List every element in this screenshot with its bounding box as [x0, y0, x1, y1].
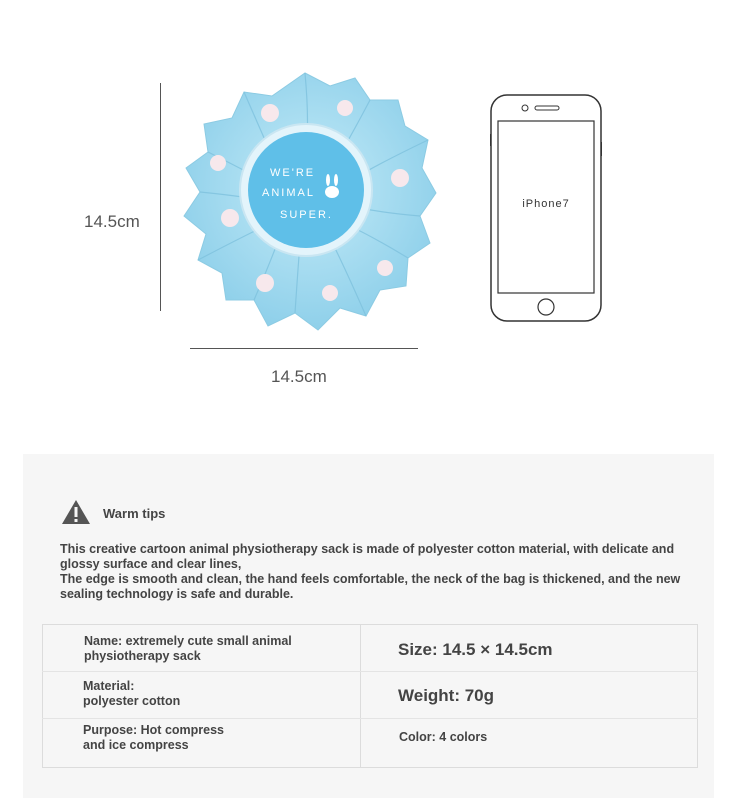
phone-model-label: iPhone7 — [522, 198, 570, 210]
tips-paragraph-2: The edge is smooth and clean, the hand feels comfortable, the neck of the bag is thickened, and the new sealing technology is safe and durable. — [60, 572, 681, 601]
width-dimension-label: 14.5cm — [271, 367, 327, 386]
height-dimension-label: 14.5cm — [84, 212, 140, 231]
cap-text-line2: ANIMAL — [262, 187, 315, 199]
spec-size: Size: 14.5 × 14.5cm — [398, 640, 553, 659]
spec-weight: Weight: 70g — [398, 686, 495, 705]
cap-text-line3: SUPER. — [280, 209, 333, 221]
spec-material: Material: polyester cotton — [83, 679, 181, 708]
iphone-outline-image — [490, 94, 602, 322]
height-dimension-line — [160, 83, 161, 311]
tips-description — [60, 542, 700, 602]
tips-title: Warm tips — [103, 506, 166, 521]
spec-name: Name: extremely cute small animal physiotherapy sack — [84, 634, 292, 663]
spec-table-divider — [360, 624, 361, 768]
spec-color: Color: 4 colors — [399, 730, 488, 744]
cap-text-line1: WE'RE — [270, 167, 316, 179]
tips-paragraph-1: This creative cartoon animal physiotherapy sack is made of polyester cotton material, with delicate and glossy surface and clear lines, — [60, 542, 675, 571]
spec-purpose: Purpose: Hot compress and ice compress — [83, 723, 225, 752]
width-dimension-line — [190, 348, 418, 349]
spec-row-divider — [42, 718, 698, 719]
spec-row-divider — [42, 671, 698, 672]
ice-bag-image — [170, 68, 440, 338]
warning-icon — [61, 498, 91, 526]
